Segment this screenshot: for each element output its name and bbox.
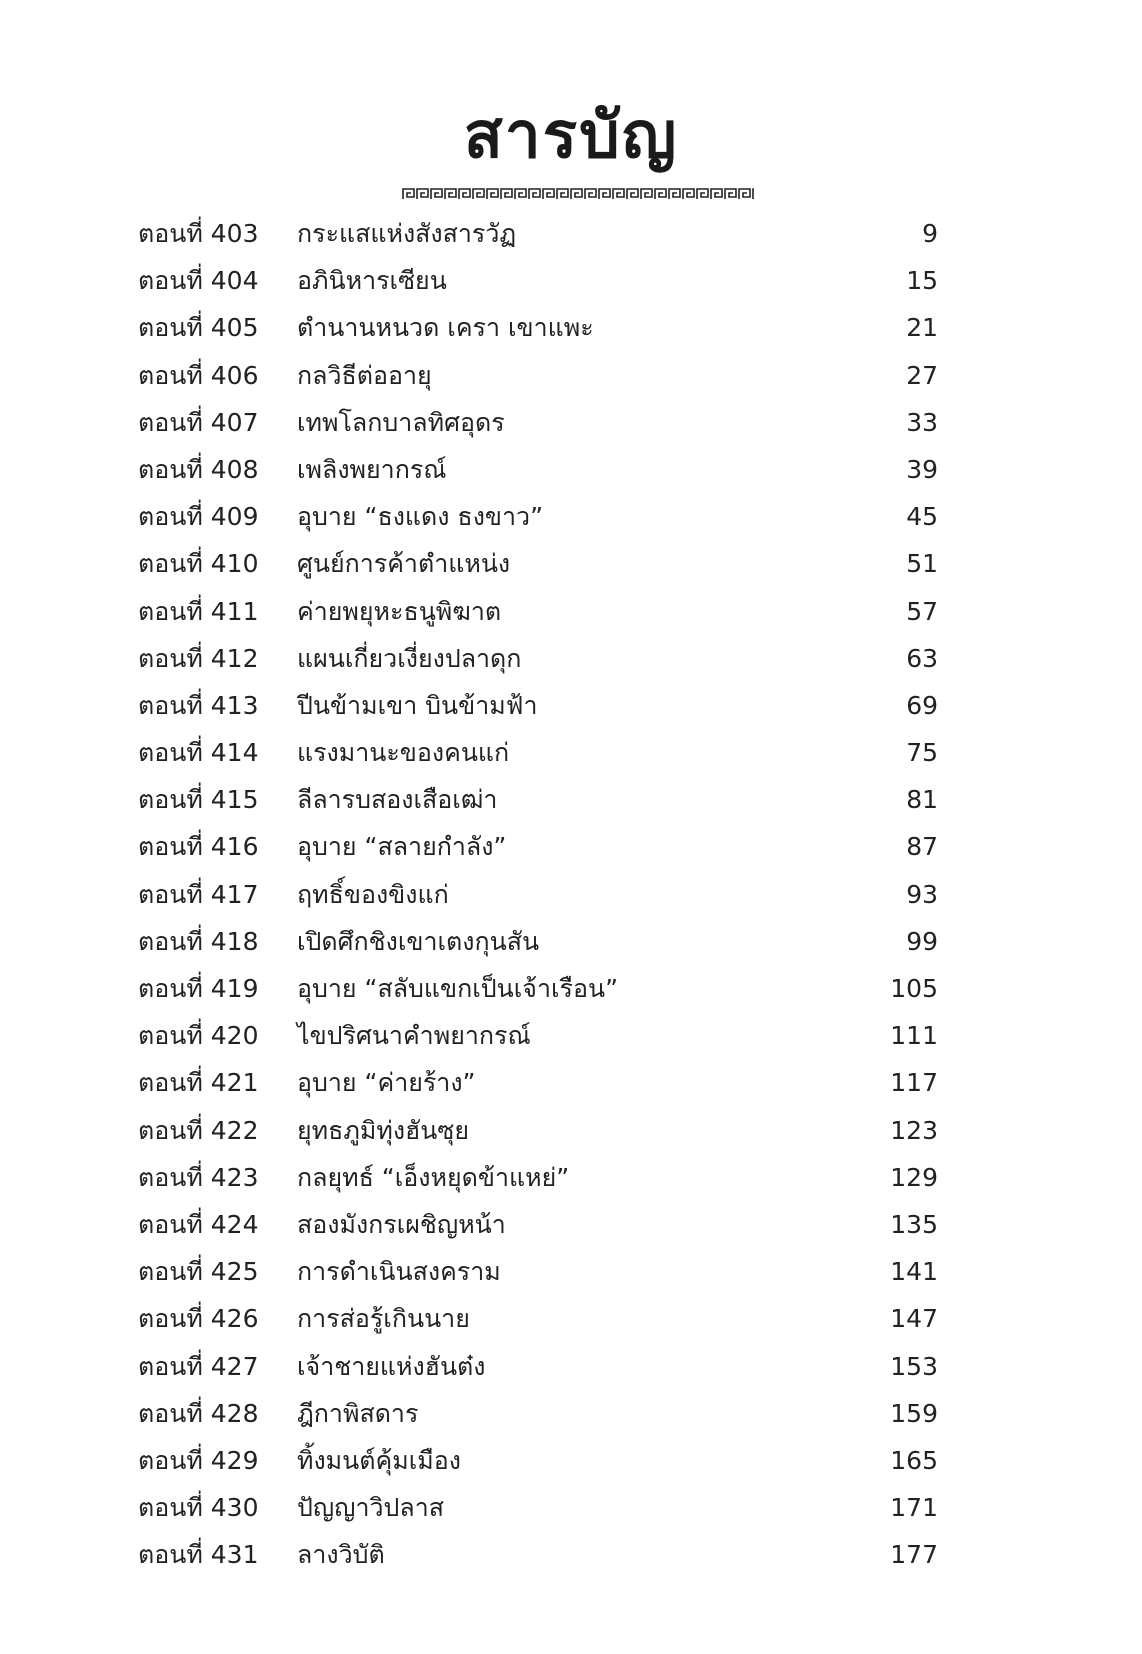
chapter-title: กลยุทธ์ “เอ็งหยุดข้าแหย่”: [297, 1162, 570, 1192]
chapter-number: ตอนที่ 430: [138, 1493, 259, 1523]
page-number: 45: [906, 502, 938, 532]
toc-entry: [0, 776, 1142, 823]
chapter-title: ปัญญาวิปลาส: [297, 1493, 445, 1523]
chapter-number: ตอนที่ 429: [138, 1445, 259, 1475]
chapter-title: อภินิหารเซียน: [297, 266, 447, 296]
page-title: สารบัญ: [463, 97, 679, 173]
page-number: 81: [906, 785, 938, 815]
toc-entry: [0, 1295, 1142, 1342]
chapter-title: การส่อรู้เกินนาย: [297, 1304, 470, 1334]
page-number: 147: [890, 1304, 938, 1334]
toc-entry: [0, 1437, 1142, 1484]
chapter-title: แผนเกี่ยวเงี่ยงปลาดุก: [297, 643, 522, 673]
page-number: 171: [890, 1493, 938, 1523]
chapter-number: ตอนที่ 428: [138, 1398, 259, 1428]
page-number: 141: [890, 1257, 938, 1287]
page-number: 117: [890, 1068, 938, 1098]
toc-entry: [0, 1390, 1142, 1437]
page-number: 69: [906, 690, 938, 720]
chapter-title: อุบาย “ธงแดง ธงขาว”: [297, 502, 544, 532]
toc-entry: [0, 918, 1142, 965]
chapter-title: เพลิงพยากรณ์: [297, 454, 447, 484]
page-number: 9: [922, 219, 938, 248]
toc-entry: [0, 1248, 1142, 1295]
toc-entry: [0, 871, 1142, 918]
toc-entry: [0, 729, 1142, 776]
chapter-number: ตอนที่ 411: [138, 596, 259, 626]
page-number: 93: [906, 879, 938, 909]
page-number: 177: [890, 1540, 938, 1570]
chapter-title: ทิ้งมนต์คุ้มเมือง: [297, 1445, 461, 1475]
page-number: 129: [890, 1162, 938, 1192]
chapter-number: ตอนที่ 407: [138, 407, 259, 437]
table-of-contents: [0, 210, 1142, 1578]
page-number: 27: [906, 360, 938, 390]
chapter-number: ตอนที่ 419: [138, 974, 259, 1003]
toc-entry: [0, 257, 1142, 304]
toc-entry: [0, 635, 1142, 682]
chapter-number: ตอนที่ 420: [138, 1021, 259, 1051]
chapter-title: ตำนานหนวด เครา เขาแพะ: [297, 313, 594, 343]
chapter-number: ตอนที่ 424: [138, 1209, 259, 1239]
chapter-number: ตอนที่ 404: [138, 266, 259, 296]
chapter-number: ตอนที่ 414: [138, 738, 259, 768]
chapter-title: ปีนข้ามเขา บินข้ามฟ้า: [297, 690, 538, 720]
toc-entry: [0, 1012, 1142, 1059]
chapter-title: ไขปริศนาคำพยากรณ์: [297, 1021, 531, 1051]
chapter-number: ตอนที่ 405: [138, 313, 259, 343]
chapter-number: ตอนที่ 409: [138, 502, 259, 532]
chapter-title: อุบาย “สลับแขกเป็นเจ้าเรือน”: [297, 974, 619, 1003]
chapter-number: ตอนที่ 423: [138, 1162, 259, 1192]
page-number: 135: [890, 1209, 938, 1239]
toc-entry: [0, 965, 1142, 1012]
page-number: 159: [890, 1398, 938, 1428]
chapter-title: แรงมานะของคนแก่: [297, 738, 510, 768]
toc-entry: [0, 210, 1142, 257]
chapter-number: ตอนที่ 408: [138, 454, 259, 484]
page-number: 75: [906, 738, 938, 768]
page-number: 123: [890, 1115, 938, 1145]
page-number: 111: [890, 1021, 938, 1051]
chapter-number: ตอนที่ 425: [138, 1257, 259, 1287]
chapter-number: ตอนที่ 406: [138, 360, 259, 390]
chapter-title: ค่ายพยุหะธนูพิฆาต: [297, 596, 502, 626]
toc-entry: [0, 1059, 1142, 1106]
toc-entry: [0, 304, 1142, 351]
page-number: 51: [906, 549, 938, 579]
chapter-title: ศูนย์การค้าตำแหน่ง: [297, 549, 511, 579]
chapter-number: ตอนที่ 415: [138, 785, 259, 815]
chapter-title: เทพโลกบาลทิศอุดร: [297, 407, 505, 437]
chapter-number: ตอนที่ 418: [138, 926, 259, 956]
greek-key-border-icon: [402, 188, 754, 200]
chapter-title: เจ้าชายแห่งฮันต๋ง: [297, 1351, 486, 1381]
chapter-title: ฤทธิ์ของขิงแก่: [297, 879, 449, 909]
chapter-number: ตอนที่ 426: [138, 1304, 259, 1334]
page-number: 15: [906, 266, 938, 296]
page-number: 153: [890, 1351, 938, 1381]
chapter-number: ตอนที่ 413: [138, 690, 259, 720]
page-number: 87: [906, 832, 938, 862]
toc-entry: [0, 1201, 1142, 1248]
page-number: 57: [906, 596, 938, 626]
page-number: 21: [906, 313, 938, 343]
toc-entry: [0, 823, 1142, 870]
chapter-number: ตอนที่ 427: [138, 1351, 259, 1381]
toc-entry: [0, 493, 1142, 540]
chapter-number: ตอนที่ 417: [138, 879, 259, 909]
chapter-number: ตอนที่ 421: [138, 1068, 259, 1098]
toc-entry: [0, 1343, 1142, 1390]
toc-entry: [0, 1107, 1142, 1154]
chapter-title: เปิดศึกชิงเขาเตงกุนสัน: [297, 926, 540, 956]
chapter-number: ตอนที่ 422: [138, 1115, 259, 1145]
chapter-title: การดำเนินสงคราม: [297, 1257, 501, 1287]
chapter-title: ลีลารบสองเสือเฒ่า: [297, 785, 498, 815]
toc-entry: [0, 540, 1142, 587]
chapter-number: ตอนที่ 403: [138, 219, 259, 248]
chapter-title: อุบาย “สลายกำลัง”: [297, 832, 507, 862]
page-number: 63: [906, 643, 938, 673]
page-number: 33: [906, 407, 938, 437]
chapter-title: สองมังกรเผชิญหน้า: [297, 1209, 506, 1239]
toc-entry: [0, 1531, 1142, 1578]
toc-entry: [0, 352, 1142, 399]
chapter-title: ยุทธภูมิทุ่งฮันซุย: [297, 1115, 469, 1145]
page-number: 39: [906, 454, 938, 484]
chapter-title: กระแสแห่งสังสารวัฏ: [297, 219, 517, 248]
chapter-number: ตอนที่ 416: [138, 832, 259, 862]
toc-entry: [0, 1484, 1142, 1531]
page-number: 165: [890, 1445, 938, 1475]
chapter-number: ตอนที่ 431: [138, 1540, 259, 1570]
toc-entry: [0, 1154, 1142, 1201]
toc-entry: [0, 682, 1142, 729]
toc-entry: [0, 399, 1142, 446]
chapter-number: ตอนที่ 410: [138, 549, 259, 579]
chapter-title: กลวิธีต่ออายุ: [297, 360, 432, 390]
chapter-title: อุบาย “ค่ายร้าง”: [297, 1068, 476, 1098]
toc-entry: [0, 588, 1142, 635]
page-number: 105: [890, 974, 938, 1003]
chapter-title: ลางวิบัติ: [297, 1540, 385, 1570]
page-number: 99: [906, 926, 938, 956]
chapter-number: ตอนที่ 412: [138, 643, 259, 673]
chapter-title: ฎีกาพิสดาร: [297, 1398, 419, 1428]
toc-entry: [0, 446, 1142, 493]
